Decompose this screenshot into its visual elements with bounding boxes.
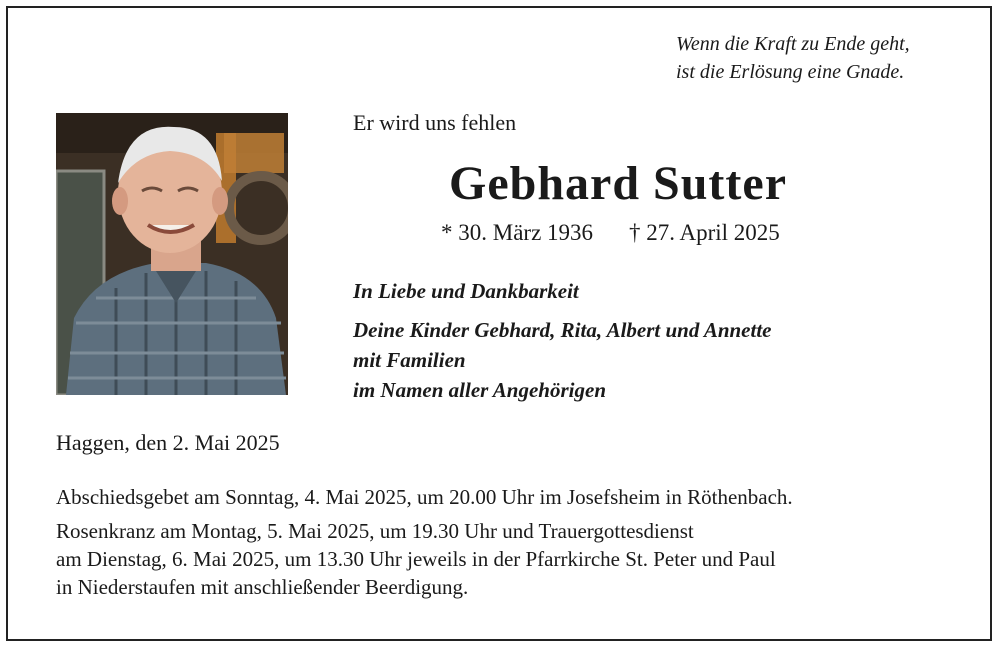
family-line-1: Deine Kinder Gebhard, Rita, Albert und Annette	[353, 318, 772, 342]
motto-line-1: Wenn die Kraft zu Ende geht,	[676, 33, 910, 55]
family-line-2: mit Familien	[353, 348, 466, 372]
dedication: In Liebe und Dankbarkeit	[353, 279, 579, 303]
birth-date: * 30. März 1936	[441, 220, 594, 245]
rosary-line-3: in Niederstaufen mit anschließender Beerdigung.	[56, 575, 469, 599]
rosary-line-2: am Dienstag, 6. Mai 2025, um 13.30 Uhr jeweils in der Pfarrkirche St. Peter und Paul	[56, 547, 776, 571]
rosary-line-1: Rosenkranz am Montag, 5. Mai 2025, um 19.30 Uhr und Trauergottesdienst	[56, 519, 694, 543]
service-details	[56, 483, 793, 601]
family-line-3: im Namen aller Angehörigen	[353, 378, 606, 402]
life-dates	[441, 220, 780, 246]
farewell-prayer: Abschiedsgebet am Sonntag, 4. Mai 2025, um 20.00 Uhr im Josefsheim in Röthenbach.	[56, 485, 793, 509]
motto	[676, 30, 910, 86]
portrait-photo-icon	[56, 113, 288, 395]
motto-line-2: ist die Erlösung eine Gnade.	[676, 61, 905, 83]
deceased-name: Gebhard Sutter	[449, 157, 787, 210]
place-date: Haggen, den 2. Mai 2025	[56, 430, 280, 455]
intro-text: Er wird uns fehlen	[353, 110, 517, 135]
family-signature	[353, 276, 772, 405]
portrait-photo	[56, 113, 288, 395]
death-date: † 27. April 2025	[629, 220, 780, 245]
